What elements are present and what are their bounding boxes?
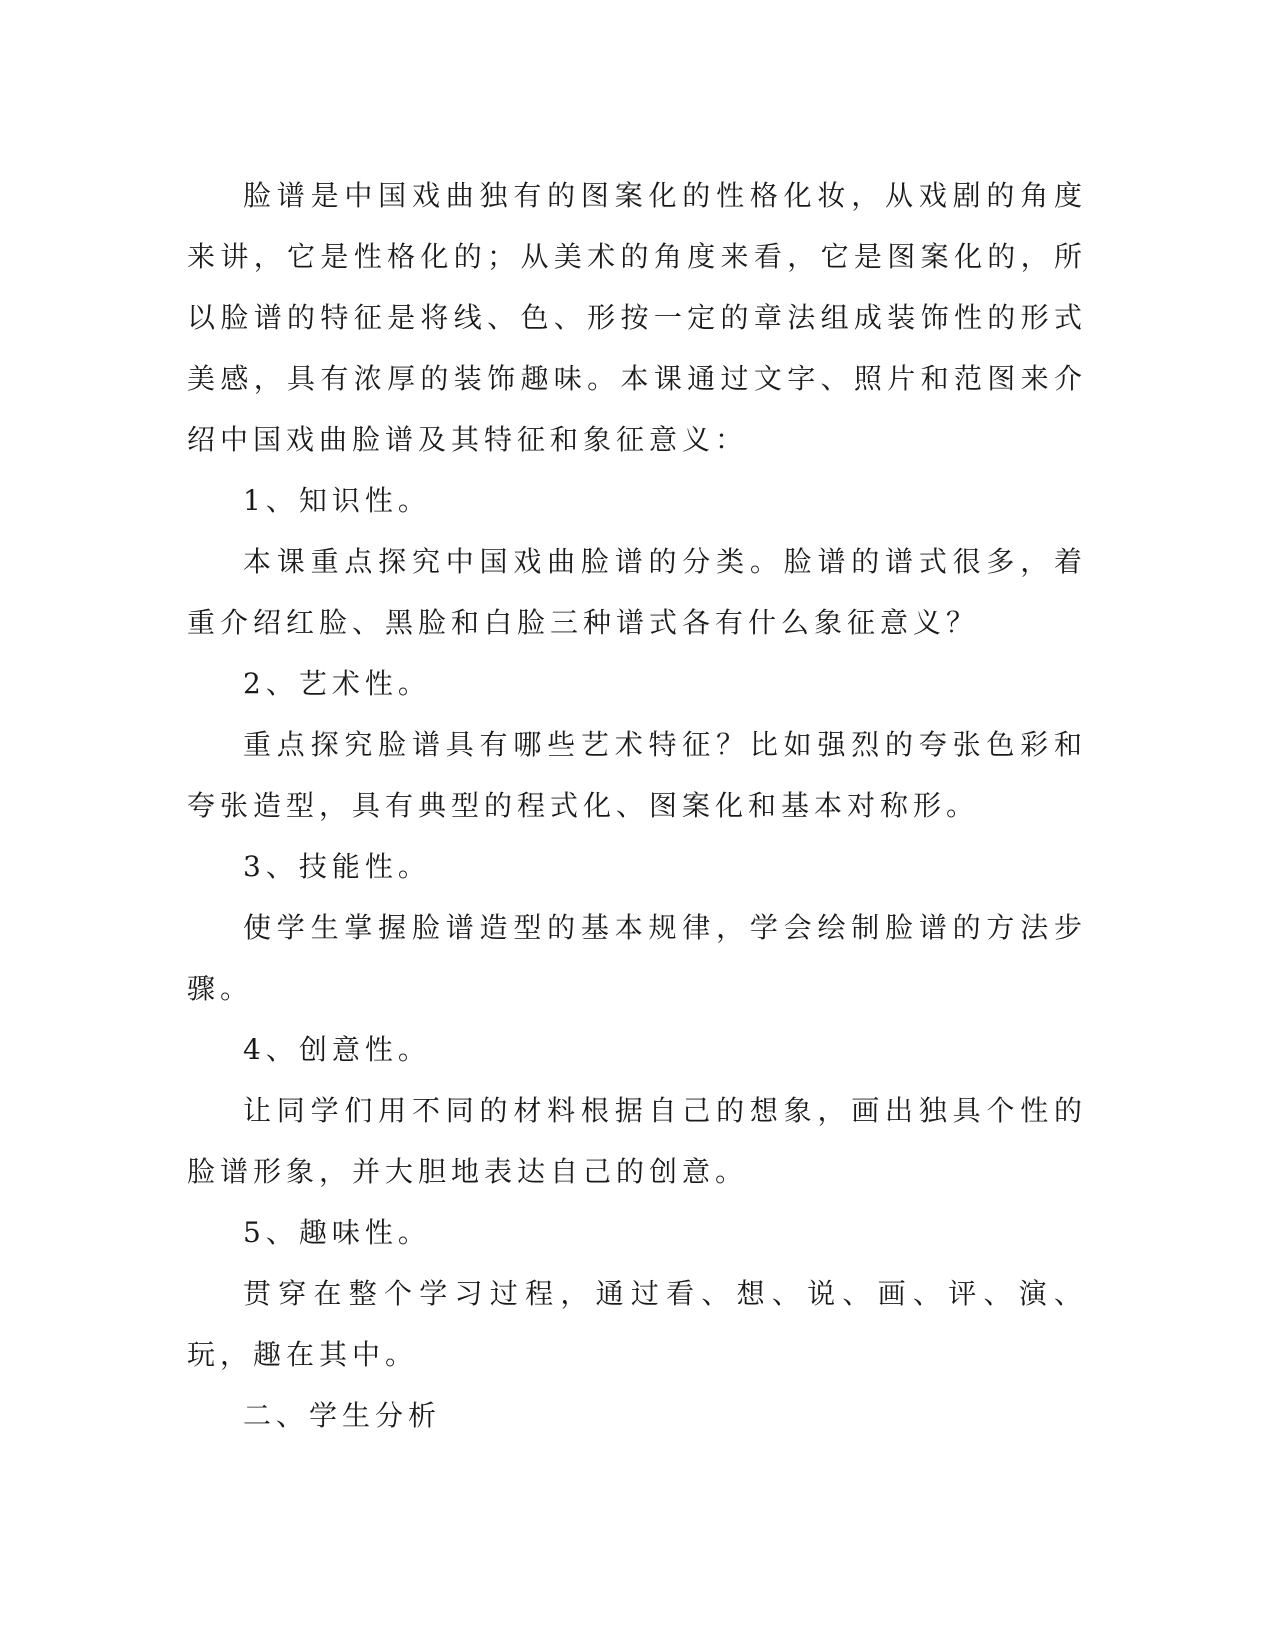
paragraph-knowledge: 本课重点探究中国戏曲脸谱的分类。脸谱的谱式很多，着重介绍红脸、黑脸和白脸三种谱式各有什么象征意义？ — [187, 545, 1087, 639]
paragraph-fun: 贯穿在整个学习过程，通过看、想、说、画、评、演、玩，趣在其中。 — [187, 1277, 1087, 1371]
paragraph-intro: 脸谱是中国戏曲独有的图案化的性格化妆，从戏剧的角度来讲，它是性格化的；从美术的角度来看，它是图案化的，所以脸谱的特征是将线、色、形按一定的章法组成装饰性的形式美感，具有浓厚的装饰趣味。本课通过文字、照片和范图来介绍中国戏曲脸谱及其特征和象征意义： — [187, 179, 1087, 456]
heading-creativity: 4、创意性。 — [243, 1033, 431, 1066]
heading-fun: 5、趣味性。 — [243, 1216, 431, 1249]
document-body — [187, 165, 1087, 1446]
section-heading-student-analysis: 二、学生分析 — [243, 1399, 442, 1432]
heading-skill: 3、技能性。 — [243, 850, 431, 883]
heading-knowledge: 1、知识性。 — [243, 484, 431, 517]
paragraph-artistry: 重点探究脸谱具有哪些艺术特征？比如强烈的夸张色彩和夸张造型，具有典型的程式化、图案化和基本对称形。 — [187, 728, 1087, 822]
heading-artistry: 2、艺术性。 — [243, 667, 431, 700]
paragraph-skill: 使学生掌握脸谱造型的基本规律，学会绘制脸谱的方法步骤。 — [187, 911, 1087, 1005]
paragraph-creativity: 让同学们用不同的材料根据自己的想象，画出独具个性的脸谱形象，并大胆地表达自己的创意。 — [187, 1094, 1087, 1188]
